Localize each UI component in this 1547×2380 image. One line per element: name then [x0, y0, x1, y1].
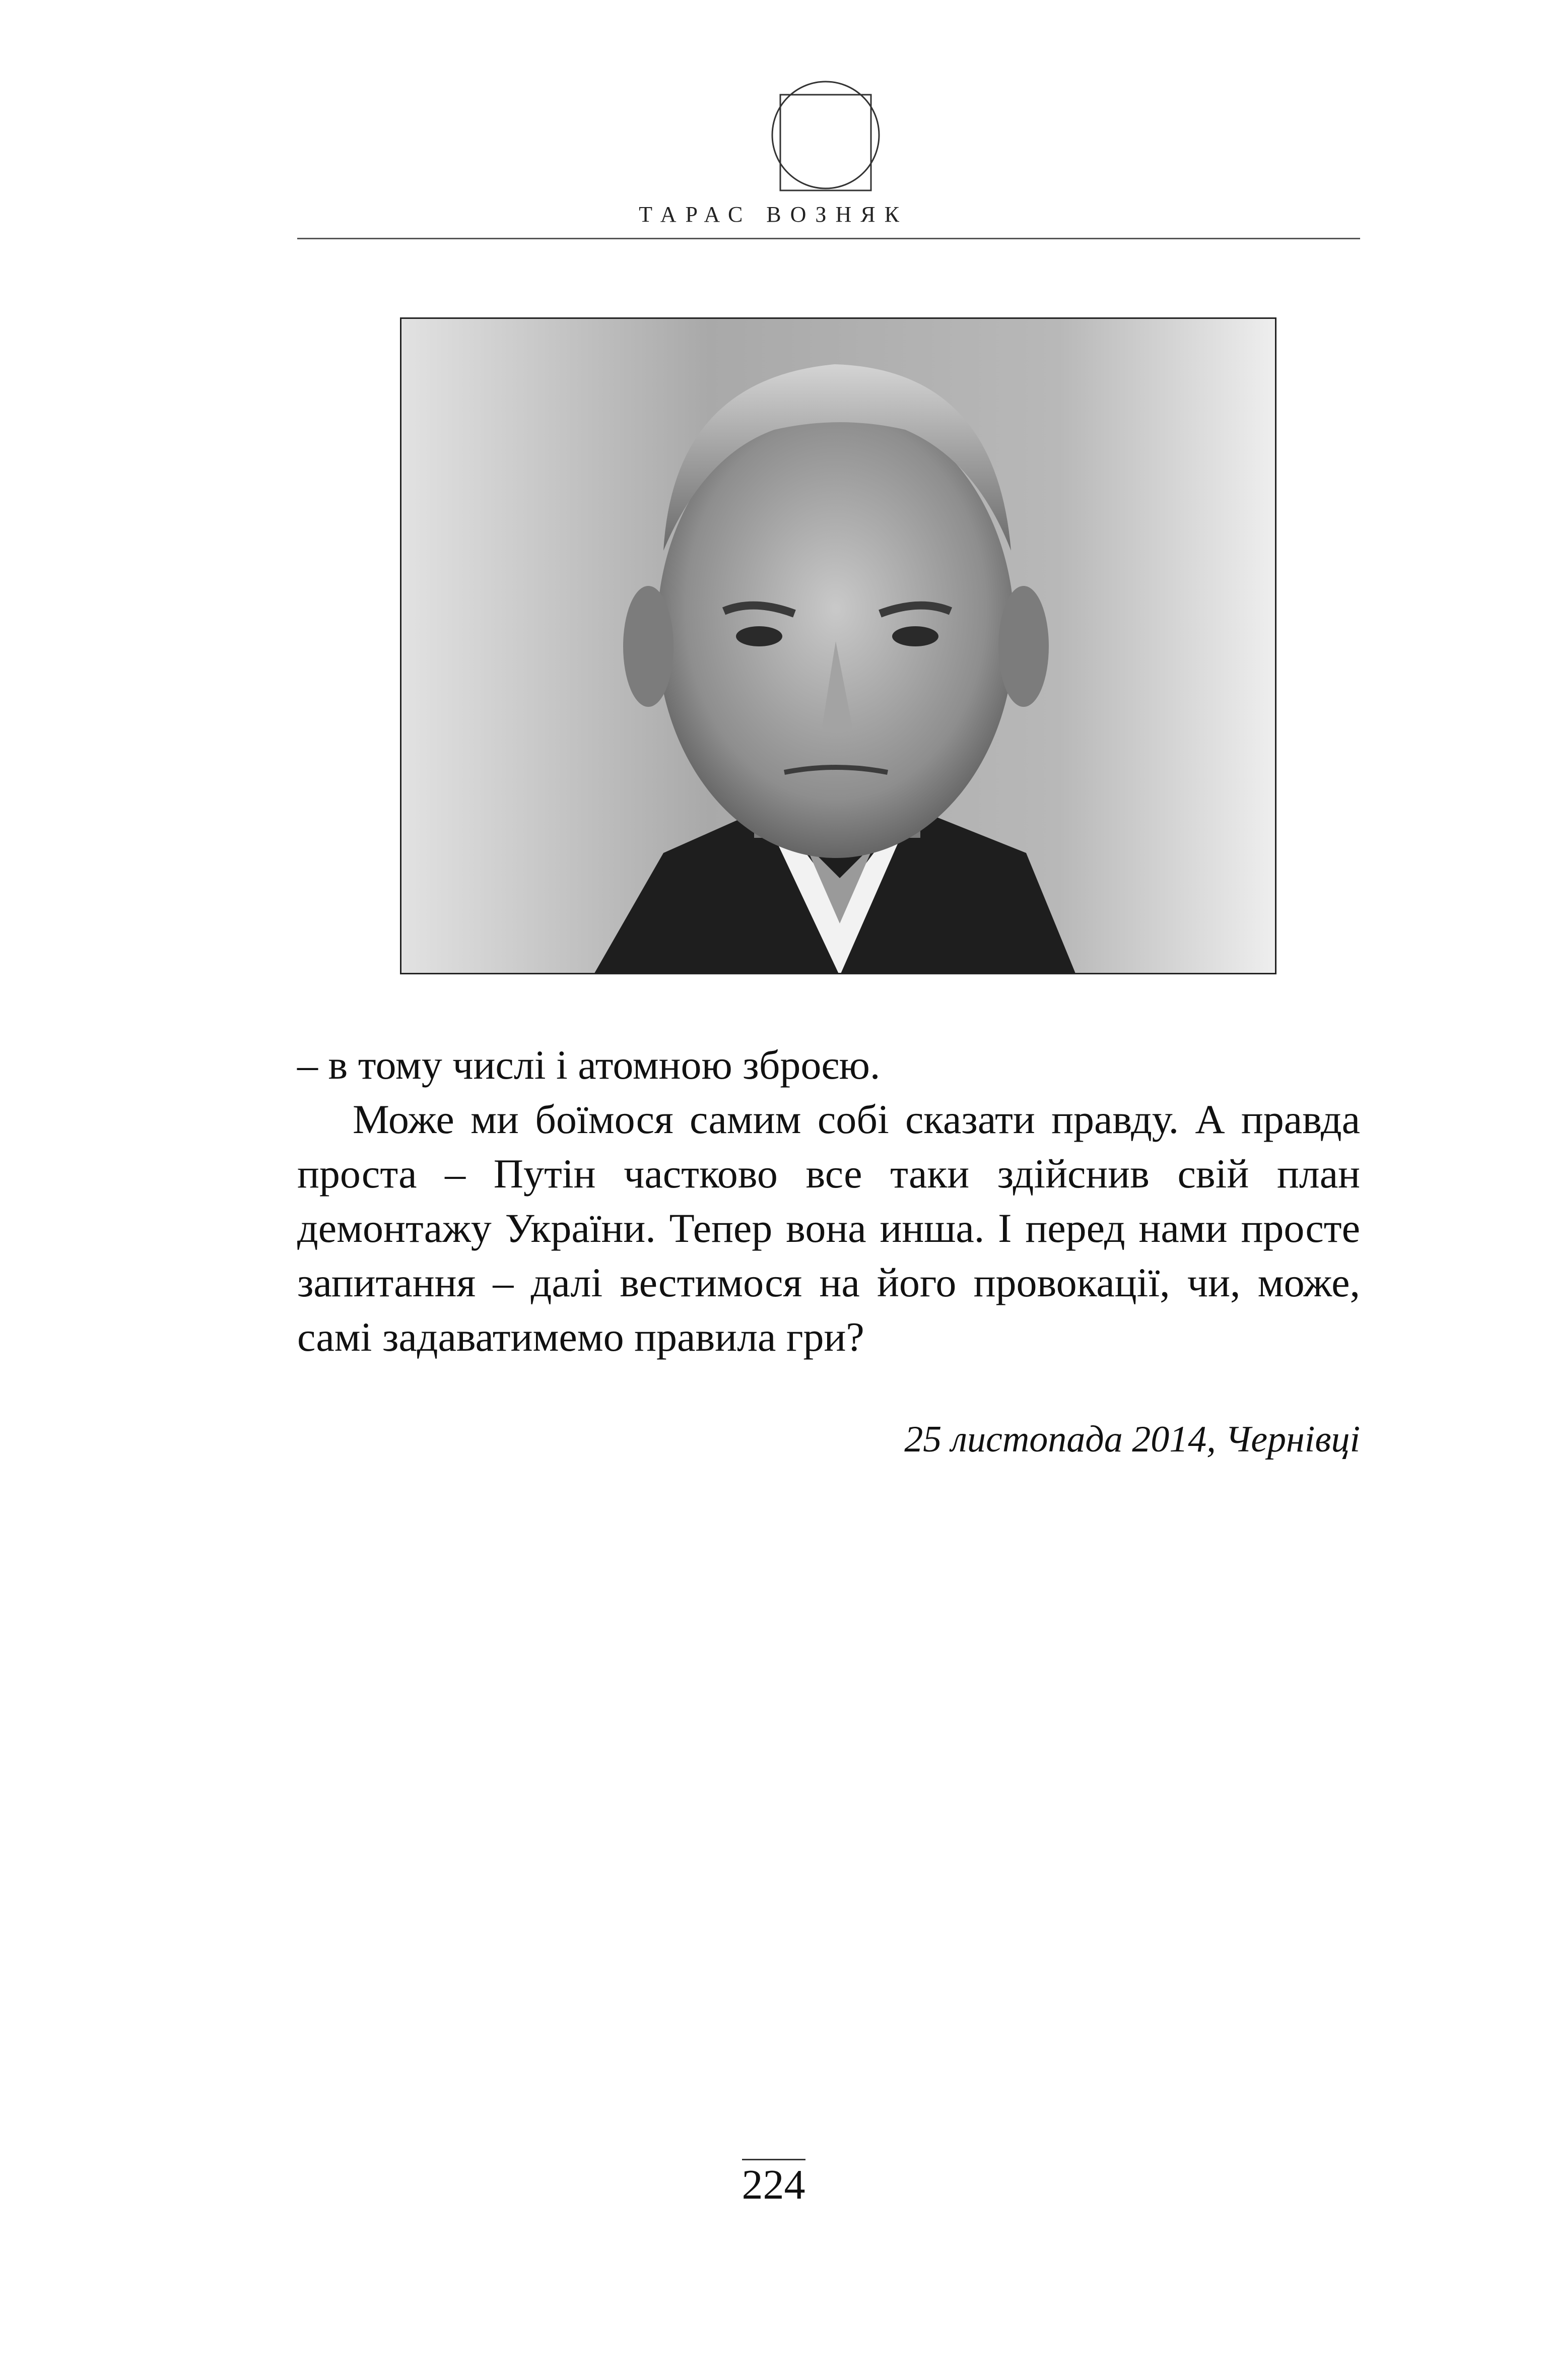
dateline: 25 листопада 2014, Чернівці — [904, 1419, 1360, 1460]
circle-square-logo-icon — [769, 75, 883, 195]
header-divider — [297, 238, 1360, 239]
page-number-value: 224 — [742, 2159, 805, 2208]
body-first-line: – в тому числі і атомною зброєю. — [297, 1042, 881, 1088]
body-paragraph: Може ми боїмося самим собі сказати правду. А правда проста – Путін частково все таки здійснив свій план демонтажу України. Тепер вона инша. І перед нами просте запитання – далі вестимося на його провокації, чи, може, самі задаватимемо правила гри? — [297, 1096, 1360, 1360]
portrait-photo — [400, 317, 1276, 974]
page-number — [0, 2160, 1547, 2209]
running-header-author: ТАРАС ВОЗНЯК — [639, 202, 908, 227]
